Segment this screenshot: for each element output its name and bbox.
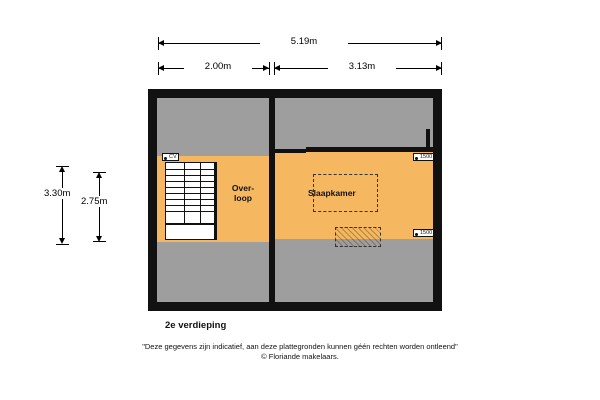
hatched-storage-box — [335, 227, 381, 247]
dimension-tick-right-a — [274, 62, 275, 75]
floorplan-disclaimer — [0, 342, 600, 362]
label-slaapkamer: Slaapkamer — [308, 188, 356, 198]
floorplan-drawing — [148, 89, 442, 311]
dimension-tick-height-bottom — [56, 244, 69, 245]
dimension-tick-inner-bottom — [93, 241, 106, 242]
dimension-label-inner-height: 2.75m — [81, 196, 108, 207]
dimension-line-total-height — [62, 172, 63, 238]
dimension-line-inner-height — [99, 178, 100, 236]
wall-stair-right — [215, 162, 217, 240]
wall-slaapkamer-top-left — [275, 149, 306, 153]
wall-slaapkamer-nook — [426, 129, 430, 149]
height-marker-bottom: 1500 — [413, 229, 434, 237]
floorplan-caption: 2e verdieping — [165, 320, 227, 331]
room-area-left-bottom — [157, 242, 269, 302]
height-marker-top: 1500 — [413, 153, 434, 161]
room-area-right-bottom — [275, 239, 433, 302]
dimension-label-left-width: 2.00m — [184, 61, 252, 72]
dimension-tick-right-b — [441, 62, 442, 75]
dimension-tick-total-left — [158, 37, 159, 50]
dimension-tick-left-b — [269, 62, 270, 75]
wall-slaapkamer-top — [306, 147, 433, 152]
dimension-label-total-height: 3.30m — [44, 188, 71, 199]
disclaimer-line-1: "Deze gegevens zijn indicatief, aan deze plattegronden kunnen géén rechten worden ontleend" — [142, 342, 458, 351]
dimension-tick-height-top — [56, 166, 69, 167]
room-area-right-top — [275, 98, 433, 152]
dimension-label-right-width: 3.13m — [328, 61, 396, 72]
disclaimer-line-2: © Floriande makelaars. — [261, 352, 339, 362]
label-overloop — [223, 184, 263, 204]
stair-landing — [165, 224, 215, 240]
dimension-label-total-width: 5.19m — [260, 36, 348, 47]
room-area-left-top — [157, 98, 269, 156]
label-overloop-line2: loop — [234, 192, 252, 203]
label-overloop-line1: Over- — [231, 183, 255, 193]
dashed-roof-window — [313, 174, 378, 212]
dimension-tick-total-right — [441, 37, 442, 50]
cv-marker: CV — [162, 153, 179, 161]
staircase — [165, 162, 215, 224]
dimension-tick-left-a — [158, 62, 159, 75]
dimension-tick-inner-top — [93, 172, 106, 173]
